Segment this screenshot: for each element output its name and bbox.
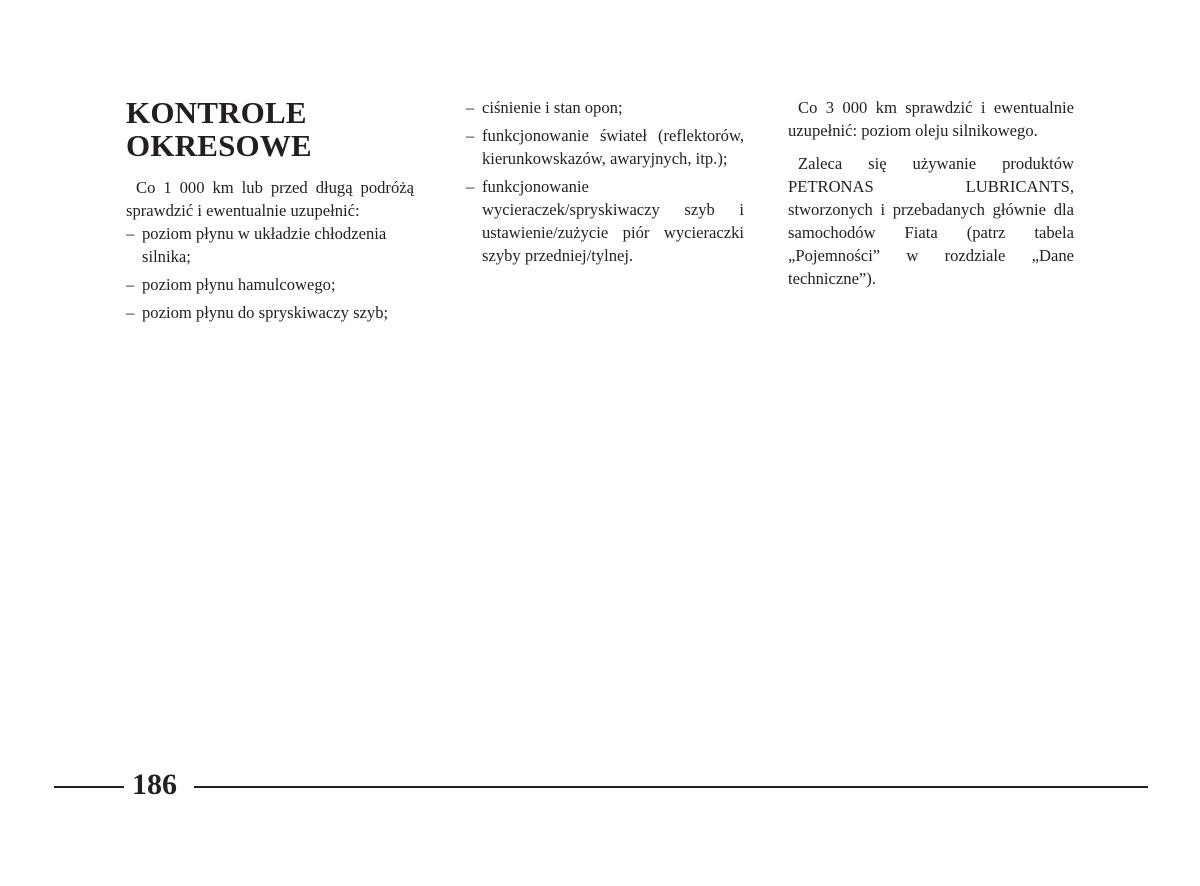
column-right	[788, 96, 1074, 290]
dash-mark: –	[126, 275, 135, 294]
list-item	[466, 96, 744, 119]
check-list-1000km	[126, 222, 414, 324]
column-left	[126, 96, 414, 329]
oil-check-paragraph: Co 3 000 km sprawdzić i ewentualnie uzupełnić: poziom oleju silnikowego.	[788, 98, 1074, 140]
intro-paragraph: Co 1 000 km lub przed długą podróżą sprawdzić i ewentualnie uzupełnić:	[126, 178, 414, 220]
list-item-text: poziom płynu do spryskiwaczy szyb;	[142, 303, 389, 322]
list-item	[466, 175, 744, 267]
footer-rule-left	[54, 786, 124, 788]
list-item-text: poziom płynu w układzie chłodzenia silnika;	[142, 224, 387, 266]
list-item	[126, 222, 414, 268]
section-title-line1: KONTROLE	[126, 95, 307, 130]
list-item-text: funkcjonowanie wycieraczek/spryskiwaczy szyb i ustawienie/zużycie piór wycieraczki szyby przedniej/tylnej.	[482, 177, 744, 265]
list-item	[466, 124, 744, 170]
list-item	[126, 301, 414, 324]
section-title-line2: OKRESOWE	[126, 128, 312, 163]
page-number: 186	[132, 768, 177, 801]
list-item-text: poziom płynu hamulcowego;	[142, 275, 336, 294]
list-item	[126, 273, 414, 296]
footer-rule-right	[194, 786, 1148, 788]
dash-mark: –	[126, 224, 135, 243]
check-list-continued	[466, 96, 744, 267]
section-title	[126, 96, 414, 162]
list-item-text: ciśnienie i stan opon;	[482, 98, 623, 117]
column-middle	[466, 96, 744, 272]
page-footer	[0, 762, 1200, 808]
dash-mark: –	[126, 303, 135, 322]
list-item-text: funkcjonowanie świateł (reflektorów, kierunkowskazów, awaryjnych, itp.);	[482, 126, 744, 168]
lubricant-recommendation-paragraph: Zaleca się używanie produktów PETRONAS LUBRICANTS, stworzonych i przebadanych głównie dla samochodów Fiata (patrz tabela „Pojemności” w rozdziale „Dane techniczne”).	[788, 154, 1074, 288]
dash-mark: –	[466, 98, 475, 117]
dash-mark: –	[466, 126, 475, 145]
dash-mark: –	[466, 177, 475, 196]
